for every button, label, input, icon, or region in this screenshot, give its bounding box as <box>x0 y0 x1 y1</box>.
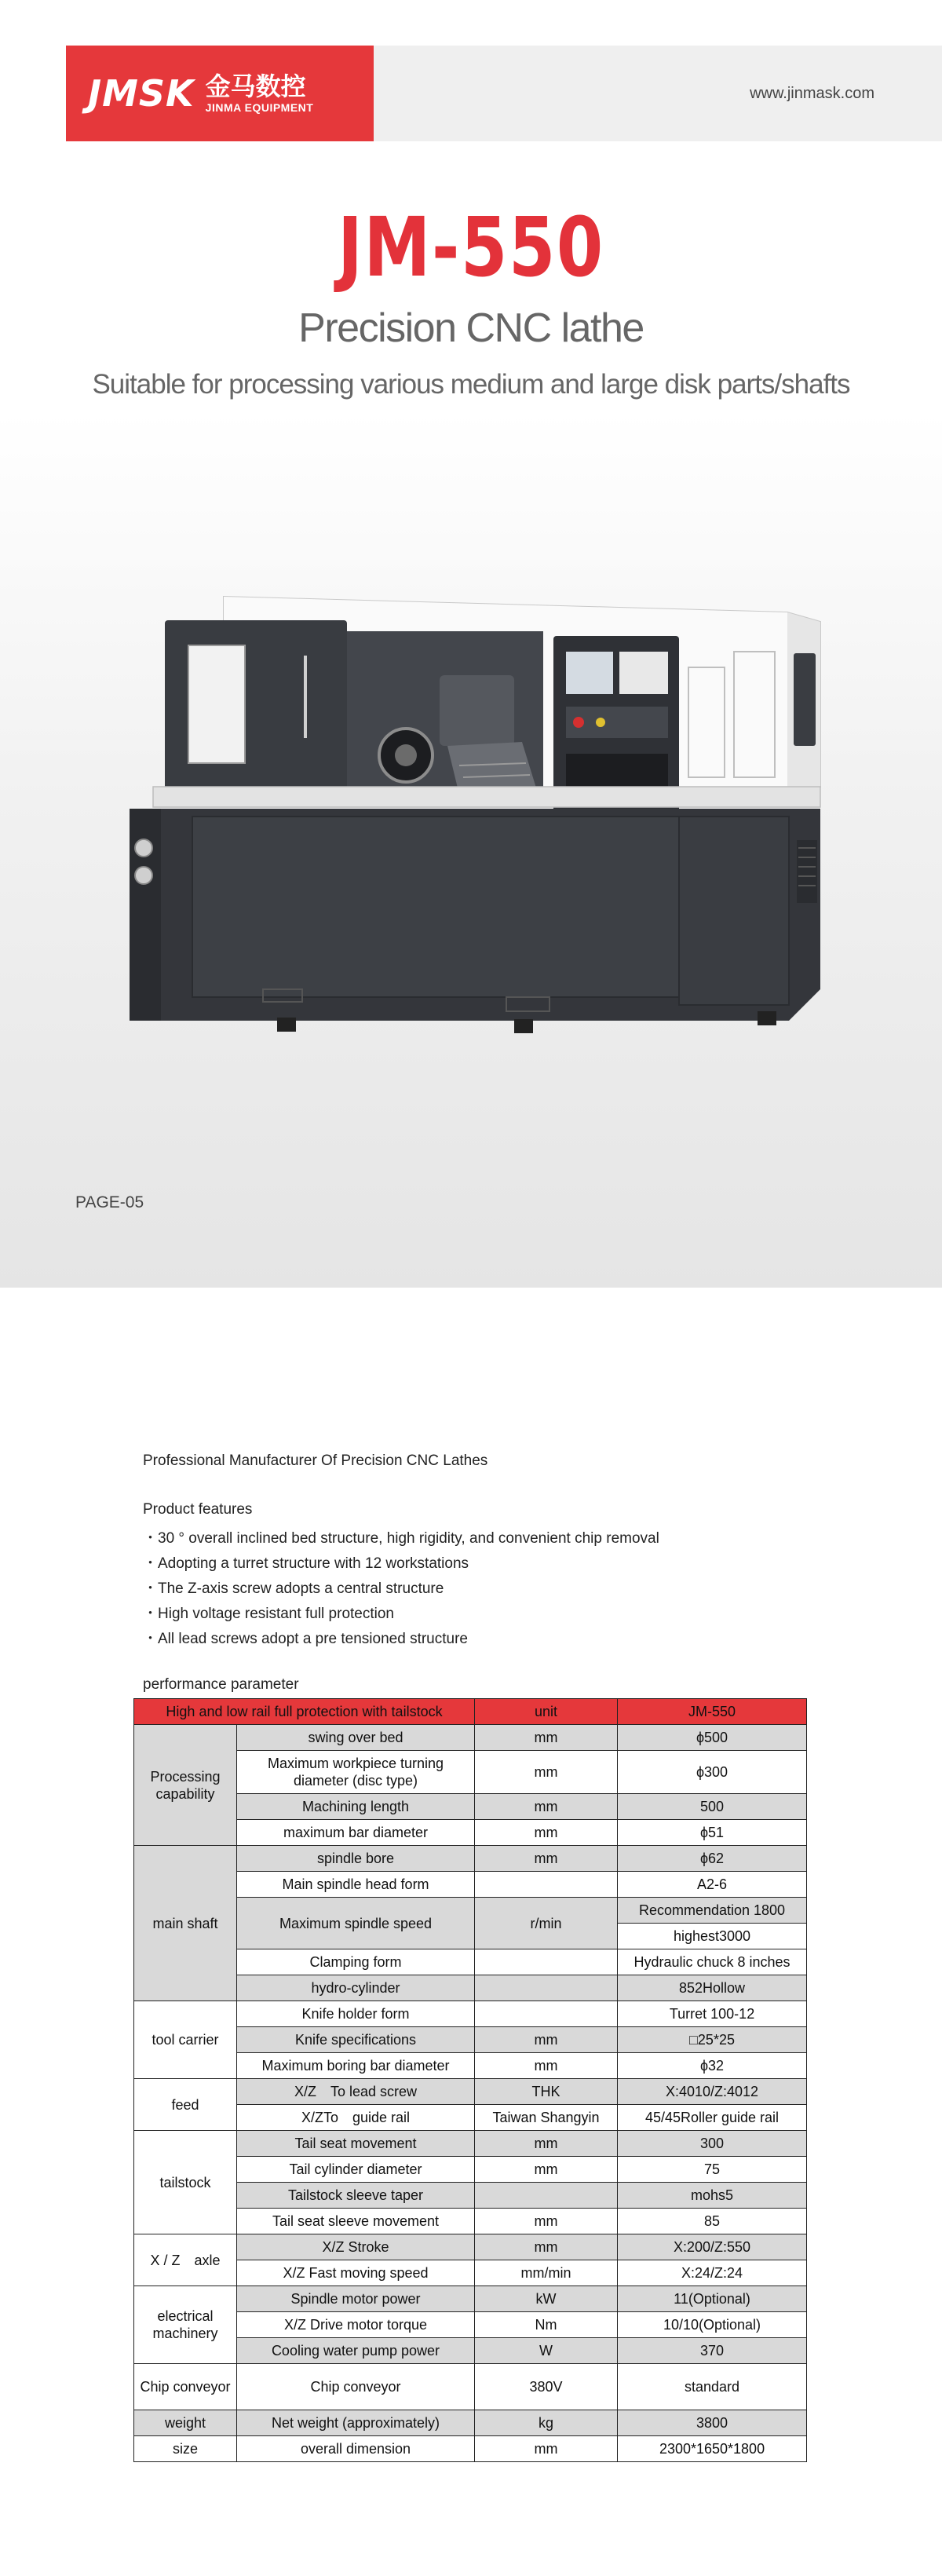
param-unit: mm <box>475 2131 618 2157</box>
param-value: 852Hollow <box>618 1975 807 2001</box>
page-number: PAGE-05 <box>75 1193 144 1211</box>
brand-logo <box>66 46 374 141</box>
param-name: Spindle motor power <box>237 2286 475 2312</box>
features-heading: Product features <box>143 1501 253 1518</box>
param-value: X:200/Z:550 <box>618 2234 807 2260</box>
param-name: Tail seat movement <box>237 2131 475 2157</box>
param-name: hydro-cylinder <box>237 1975 475 2001</box>
company-statement: Professional Manufacturer Of Precision CNC Lathes <box>143 1452 488 1469</box>
logo-subtext <box>206 72 314 115</box>
param-unit: mm <box>475 2027 618 2053</box>
param-name: Net weight (approximately) <box>237 2410 475 2436</box>
param-unit: Nm <box>475 2312 618 2338</box>
group-xz-axle: X / Z axle <box>134 2234 237 2286</box>
param-unit: Taiwan Shangyin <box>475 2105 618 2131</box>
param-value: Recommendation 1800 <box>618 1898 807 1924</box>
table-header-row <box>134 1699 807 1725</box>
param-name: Maximum workpiece turning diameter (disc type) <box>237 1751 475 1794</box>
feature-item: ・Adopting a turret structure with 12 workstations <box>143 1555 469 1572</box>
param-value: highest3000 <box>618 1924 807 1949</box>
feature-item: ・The Z-axis screw adopts a central structure <box>143 1580 444 1597</box>
param-unit: mm <box>475 2234 618 2260</box>
param-unit: r/min <box>475 1898 618 1949</box>
param-unit: mm <box>475 2209 618 2234</box>
features-list <box>143 1526 659 1652</box>
param-name: Main spindle head form <box>237 1872 475 1898</box>
param-unit: 380V <box>475 2364 618 2410</box>
param-unit: mm <box>475 1794 618 1820</box>
param-unit <box>475 1872 618 1898</box>
param-name: Knife specifications <box>237 2027 475 2053</box>
group-processing: Processing capability <box>134 1725 237 1846</box>
param-unit: mm <box>475 2053 618 2079</box>
table-row <box>134 2131 807 2157</box>
header-config: High and low rail full protection with tailstock <box>134 1699 475 1725</box>
group-feed: feed <box>134 2079 237 2131</box>
feature-item: ・All lead screws adopt a pre tensioned structure <box>143 1631 468 1647</box>
param-unit: mm <box>475 1751 618 1794</box>
param-value: 45/45Roller guide rail <box>618 2105 807 2131</box>
param-unit <box>475 1949 618 1975</box>
param-name: maximum bar diameter <box>237 1820 475 1846</box>
param-name: Maximum spindle speed <box>237 1898 475 1949</box>
param-value: Turret 100-12 <box>618 2001 807 2027</box>
param-name: spindle bore <box>237 1846 475 1872</box>
param-name: Knife holder form <box>237 2001 475 2027</box>
param-value: ϕ32 <box>618 2053 807 2079</box>
param-name: Tailstock sleeve taper <box>237 2183 475 2209</box>
group-size: size <box>134 2436 237 2462</box>
param-name: X/Z To lead screw <box>237 2079 475 2105</box>
param-name: Tail seat sleeve movement <box>237 2209 475 2234</box>
param-name: Clamping form <box>237 1949 475 1975</box>
param-value: 3800 <box>618 2410 807 2436</box>
logo-english-name: JINMA EQUIPMENT <box>205 101 314 114</box>
param-name: Tail cylinder diameter <box>237 2157 475 2183</box>
param-value: 75 <box>618 2157 807 2183</box>
table-row <box>134 2364 807 2410</box>
param-unit <box>475 1975 618 2001</box>
table-row <box>134 2410 807 2436</box>
param-unit <box>475 2183 618 2209</box>
cnc-lathe-illustration <box>130 581 828 1068</box>
param-name: Cooling water pump power <box>237 2338 475 2364</box>
param-value: 2300*1650*1800 <box>618 2436 807 2462</box>
group-electrical: electrical machinery <box>134 2286 237 2364</box>
param-value: 300 <box>618 2131 807 2157</box>
table-row <box>134 2234 807 2260</box>
param-value: □25*25 <box>618 2027 807 2053</box>
table-row <box>134 1725 807 1751</box>
table-row <box>134 1846 807 1872</box>
param-unit: mm <box>475 1846 618 1872</box>
group-chip: Chip conveyor <box>134 2364 237 2410</box>
website-url: www.jinmask.com <box>750 85 874 102</box>
logo-chinese-name: 金马数控 <box>205 71 306 101</box>
param-value: ϕ300 <box>618 1751 807 1794</box>
param-unit <box>475 2001 618 2027</box>
parameters-heading: performance parameter <box>143 1676 299 1693</box>
param-value: ϕ500 <box>618 1725 807 1751</box>
product-tagline: Suitable for processing various medium and large disk parts/shafts <box>92 369 850 400</box>
param-name: Machining length <box>237 1794 475 1820</box>
param-name: X/Z Drive motor torque <box>237 2312 475 2338</box>
feature-item: ・High voltage resistant full protection <box>143 1606 394 1622</box>
logo-wordmark: JMSK <box>88 72 195 115</box>
param-value: ϕ51 <box>618 1820 807 1846</box>
table-row <box>134 2079 807 2105</box>
param-value: X:4010/Z:4012 <box>618 2079 807 2105</box>
spec-table <box>133 1698 807 2462</box>
param-value: 85 <box>618 2209 807 2234</box>
param-name: swing over bed <box>237 1725 475 1751</box>
param-value: A2-6 <box>618 1872 807 1898</box>
param-value: 500 <box>618 1794 807 1820</box>
table-row <box>134 2001 807 2027</box>
param-unit: mm/min <box>475 2260 618 2286</box>
param-name: overall dimension <box>237 2436 475 2462</box>
param-unit: mm <box>475 1725 618 1751</box>
param-unit: mm <box>475 1820 618 1846</box>
param-value: 370 <box>618 2338 807 2364</box>
table-row <box>134 2286 807 2312</box>
model-title: JM-550 <box>338 199 604 295</box>
group-tool-carrier: tool carrier <box>134 2001 237 2079</box>
param-name: X/Z Stroke <box>237 2234 475 2260</box>
param-name: Chip conveyor <box>237 2364 475 2410</box>
param-value: standard <box>618 2364 807 2410</box>
param-unit: mm <box>475 2436 618 2462</box>
param-value: Hydraulic chuck 8 inches <box>618 1949 807 1975</box>
header-model: JM-550 <box>618 1699 807 1725</box>
param-value: ϕ62 <box>618 1846 807 1872</box>
param-unit: W <box>475 2338 618 2364</box>
param-value: mohs5 <box>618 2183 807 2209</box>
param-unit: THK <box>475 2079 618 2105</box>
group-tailstock: tailstock <box>134 2131 237 2234</box>
group-main-shaft: main shaft <box>134 1846 237 2001</box>
table-row <box>134 2436 807 2462</box>
group-weight: weight <box>134 2410 237 2436</box>
param-name: X/Z Fast moving speed <box>237 2260 475 2286</box>
feature-item: ・30 ° overall inclined bed structure, high rigidity, and convenient chip removal <box>143 1530 659 1547</box>
param-value: 11(Optional) <box>618 2286 807 2312</box>
param-value: 10/10(Optional) <box>618 2312 807 2338</box>
param-name: Maximum boring bar diameter <box>237 2053 475 2079</box>
spec-page <box>0 1288 942 2576</box>
param-unit: mm <box>475 2157 618 2183</box>
header-unit: unit <box>475 1699 618 1725</box>
param-name: X/ZTo guide rail <box>237 2105 475 2131</box>
param-value: X:24/Z:24 <box>618 2260 807 2286</box>
param-unit: kW <box>475 2286 618 2312</box>
product-subtitle: Precision CNC lathe <box>298 305 644 351</box>
param-unit: kg <box>475 2410 618 2436</box>
